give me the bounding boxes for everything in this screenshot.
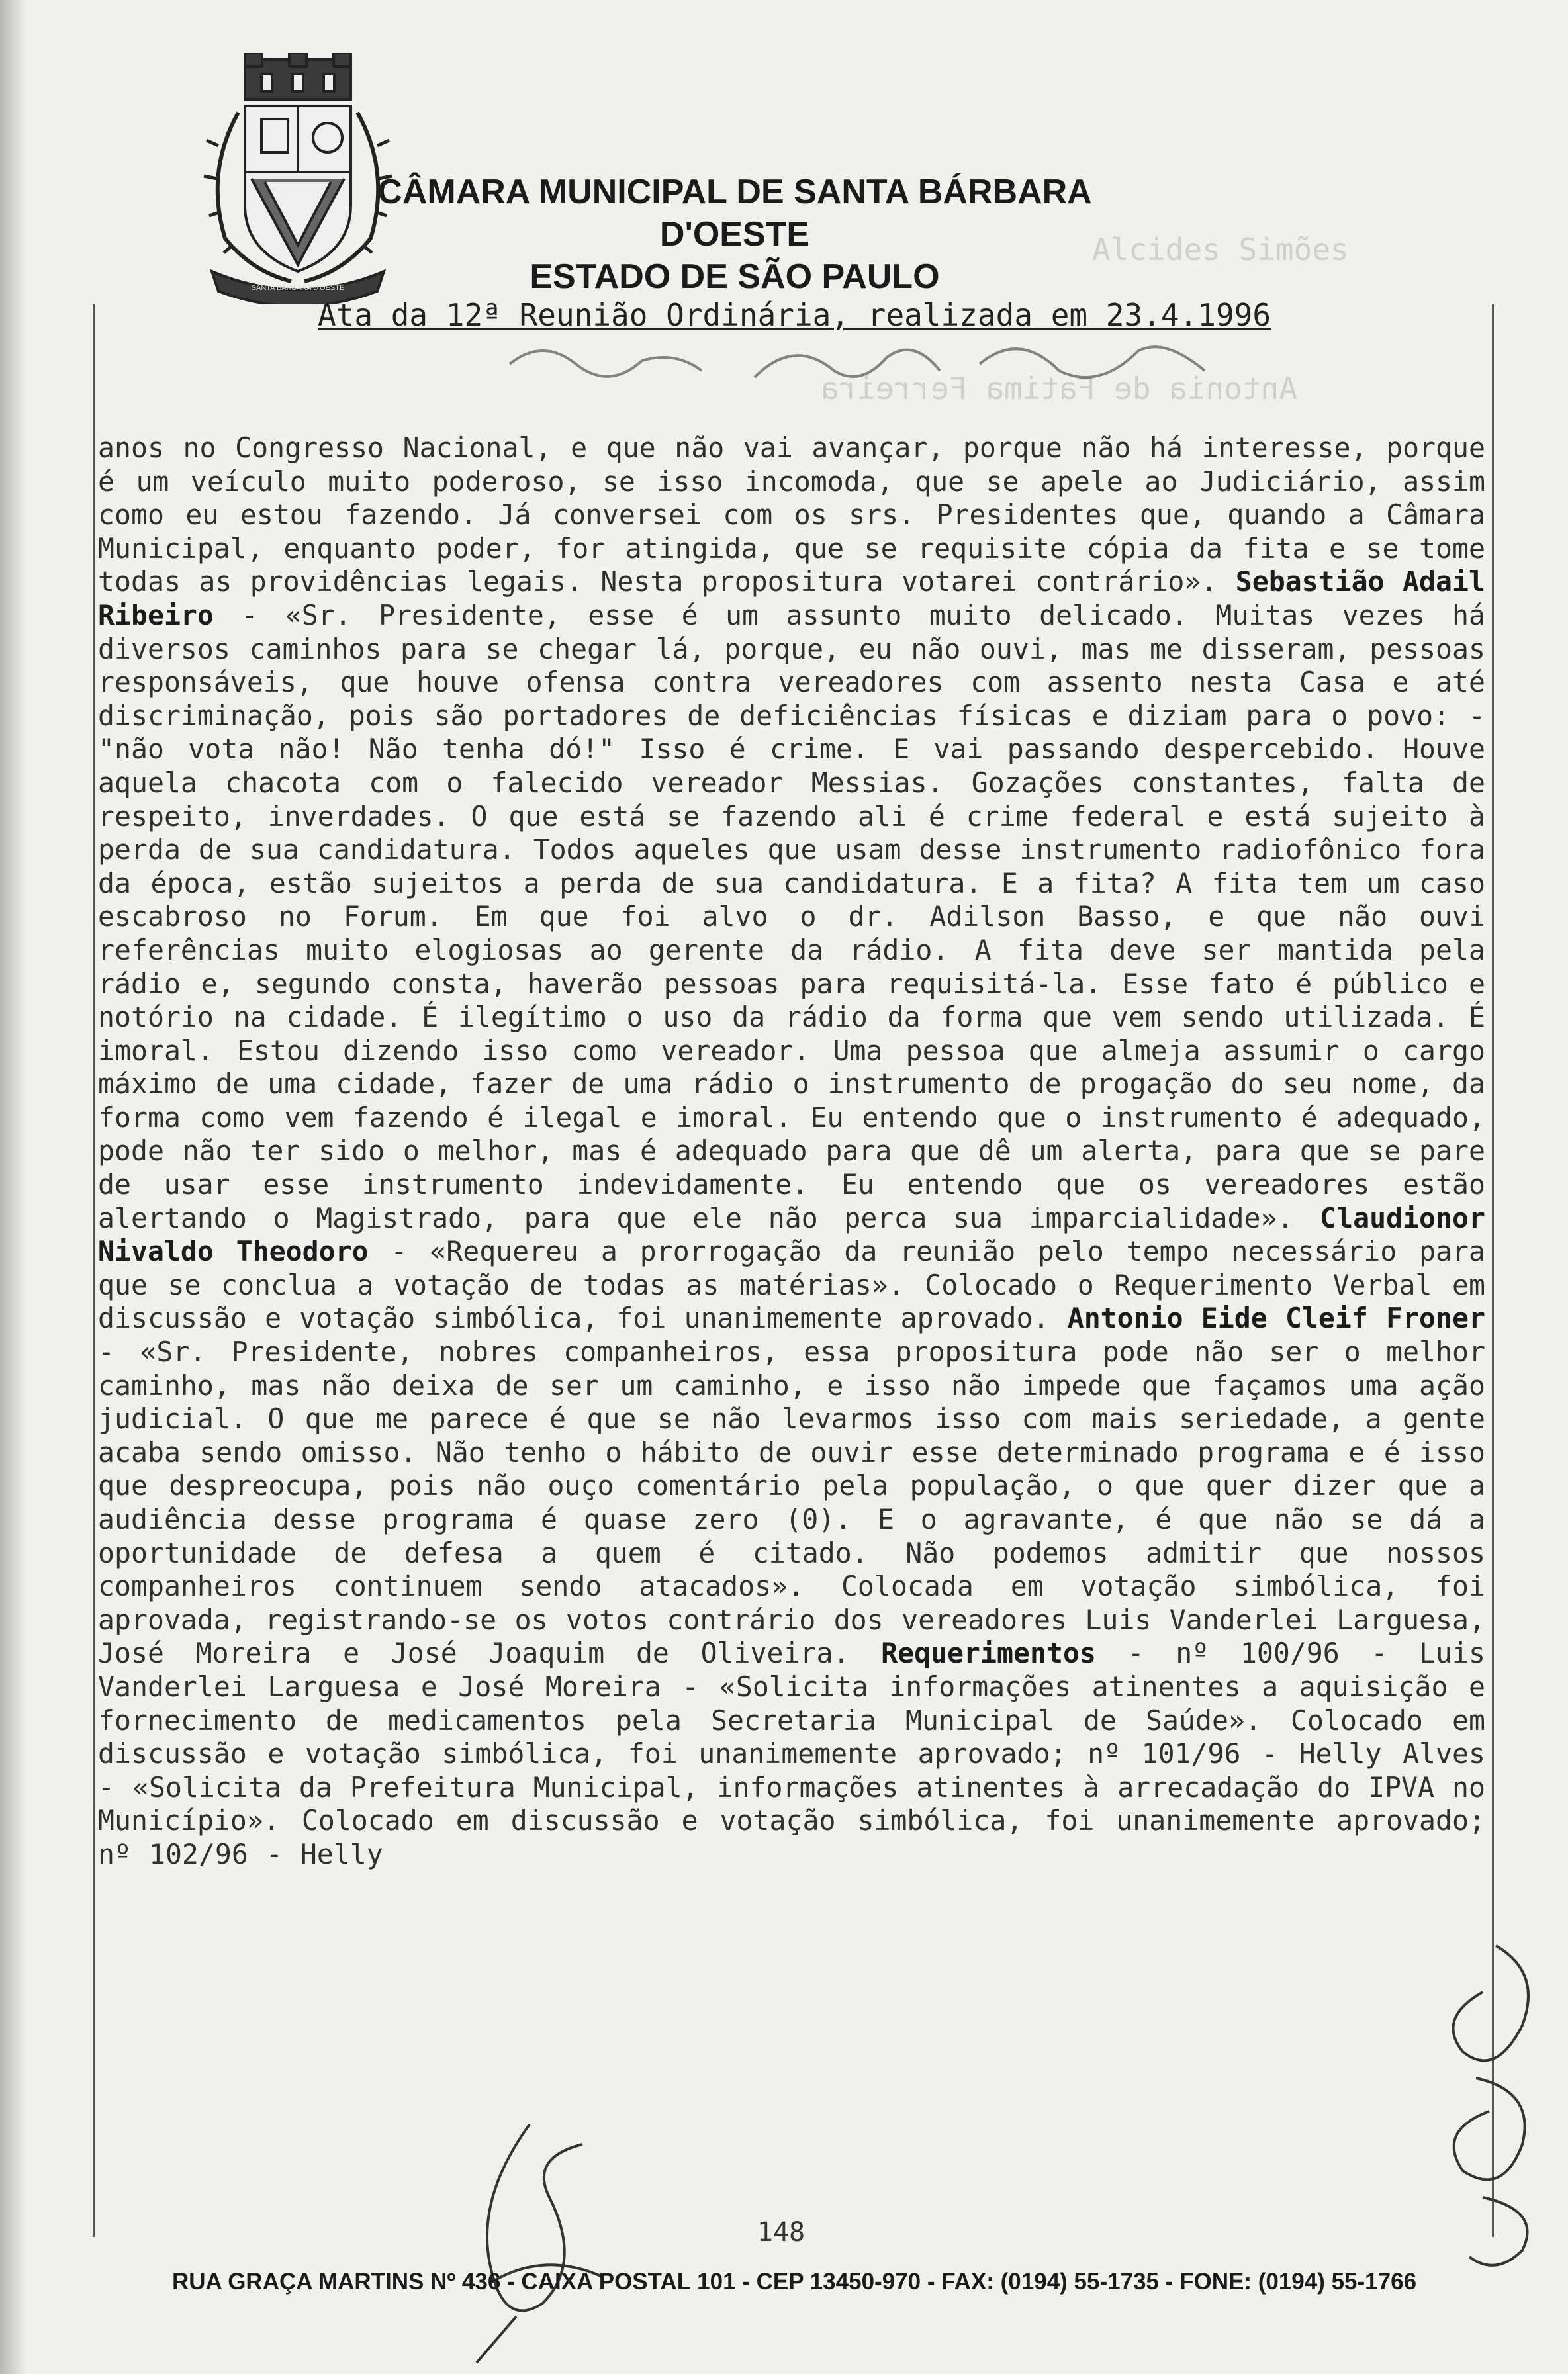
left-margin-rule (93, 304, 95, 2237)
minutes-title: Ata da 12ª Reunião Ordinária, realizada em 23.4.1996 (317, 297, 1271, 333)
body-paragraph: anos no Congresso Nacional, e que não vai avançar, porque não há interesse, porque é um veículo muito poderoso, se isso incomoda, que se apele ao Judiciário, assim como eu estou fazendo. Já conversei com os srs. Presidentes que, quando a Câmara Municipal, enquanto poder, for atingida, que se requisite cópia da fita e se tome todas as providências legais. Nesta propositura votarei contrário». (98, 432, 1485, 598)
bleed-through-name-1: Alcides Simões (1092, 232, 1349, 267)
speaker-name: Claudionor Nivaldo Theodoro (98, 1201, 1485, 1268)
body-paragraph: - «Requereu a prorrogação da reunião pelo tempo necessário para que se conclua a votação de todas as matérias». Colocado o Requerimento Verbal em discussão e votação simbólica, foi unanimemente aprovado. (98, 1235, 1486, 1335)
minutes-body (98, 432, 1485, 1872)
signature-bottom-scribble (450, 2118, 622, 2369)
page-edge-shadow (0, 0, 26, 2374)
body-paragraph: - «Sr. Presidente, esse é um assunto muito delicado. Muitas vezes há diversos caminhos para se chegar lá, porque, eu não ouvi, mas me disseram, pessoas responsáveis, que houve ofensa contra vereadores com assento nesta Casa e até discriminação, pois são portadores de deficiências físicas e diziam para o povo: - "não vota não! Não tenha dó!" Isso é crime. E vai passando despercebido. Houve aquela chacota com o falecido vereador Messias. Gozações constantes, falta de respeito, inverdades. O que está se fazendo ali é crime federal e está sujeito à perda de sua candidatura. Todos aqueles que usam desse instrumento radiofônico fora da época, estão sujeitos a perda de sua candidatura. E a fita? A fita tem um caso escabroso no Forum. Em que foi alvo o dr. Adilson Basso, e que não ouvi referências muito elogiosas ao gerente da rádio. A fita deve ser mantida pela rádio e, segundo consta, haverão pessoas para requisitá-la. Esse fato é público e notório na cidade. É ilegítimo o uso da rádio da forma que vem sendo utilizada. É imoral. Estou dizendo isso como vereador. Uma pessoa que almeja assumir o cargo máximo de uma cidade, fazer de uma rádio o instrumento de progação do seu nome, da forma como vem fazendo é ilegal e imoral. Eu entendo que o instrumento é adequado, pode não ter sido o melhor, mas é adequado para que dê um alerta, para que se pare de usar esse instrumento indevidamente. Eu entendo que os vereadores estão alertando o Magistrado, para que ele não perca sua imparcialidade». (98, 598, 1485, 1234)
signature-right-margin-scribble (1423, 1933, 1568, 2277)
address-footer: RUA GRAÇA MARTINS Nº 436 - CAIXA POSTAL 101 - CEP 13450-970 - FAX: (0194) 55-1735 - FONE: (0194) 55-1766 (171, 2269, 1417, 2295)
section-heading: Requerimentos (881, 1637, 1096, 1670)
state-name: ESTADO DE SÃO PAULO (530, 257, 940, 296)
bleed-through-name-2: Antonia de Fatima Ferreira (821, 371, 1298, 406)
page-number: 148 (757, 2217, 806, 2248)
institution-name: CÂMARA MUNICIPAL DE SANTA BÁRBARA D'OESTE (377, 173, 1092, 253)
signatures-top-scribble (503, 324, 1297, 397)
institution-header (371, 171, 1099, 298)
speaker-name: Antonio Eide Cleif Froner (1067, 1302, 1485, 1335)
body-paragraph: - «Sr. Presidente, nobres companheiros, essa propositura pode não ser o melhor caminho, mas não deixa de ser um caminho, e isso não impede que façamos uma ação judicial. O que me parece é que se não levarmos isso com mais seriedade, a gente acaba sendo omisso. Não tenho o hábito de ouvir esse determinado programa e é isso que despreocupa, pois não ouço comentário pela população, o que quer dizer que a audiência desse programa é quase zero (0). E o agravante, é que não se dá a oportunidade de defesa a quem é citado. Não podemos admitir que nossos companheiros continuem sendo atacados». Colocada em votação simbólica, foi aprovada, registrando-se os votos contrário dos vereadores Luis Vanderlei Larguesa, José Moreira e José Joaquim de Oliveira. (98, 1336, 1485, 1670)
crest-ribbon-text: SANTA BÁRBARA D'OESTE (251, 284, 345, 292)
speaker-name: Sebastião Adail Ribeiro (98, 565, 1485, 631)
coat-of-arms-icon (199, 53, 397, 304)
body-paragraph: - nº 100/96 - Luis Vanderlei Larguesa e José Moreira - «Solicita informações atinentes a aquisição e fornecimento de medicamentos pela Secretaria Municipal de Saúde». Colocado em discussão e votação simbólica, foi unanimemente aprovado; nº 101/96 - Helly Alves - «Solicita da Prefeitura Municipal, informações atinentes à arrecadação do IPVA no Município». Colocado em discussão e votação simbólica, foi unanimemente aprovado; nº 102/96 - Helly (98, 1637, 1485, 1870)
